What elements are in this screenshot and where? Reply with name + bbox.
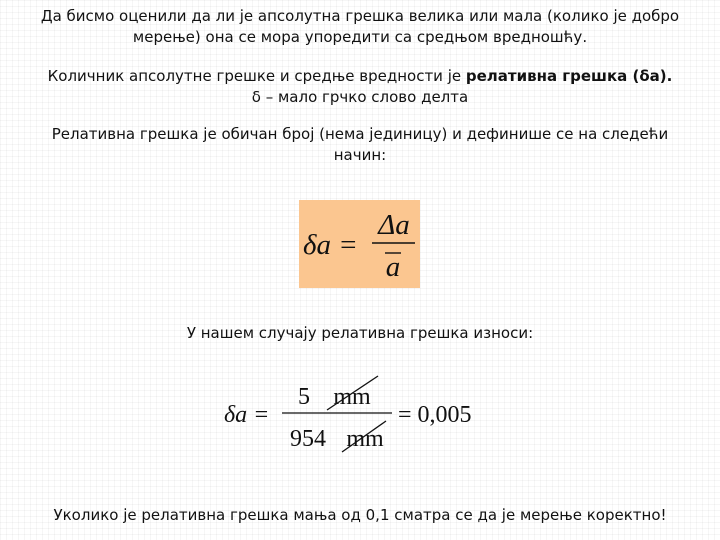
definition-paragraph <box>10 66 710 108</box>
example-lhs: δa = <box>224 402 270 428</box>
example-calculation <box>220 374 500 456</box>
relative-error-term: релативна грешка (δa). <box>465 67 673 85</box>
dimensionless-line-2: начин: <box>333 146 387 164</box>
our-case-paragraph: У нашем случају релативна грешка износи: <box>186 324 534 342</box>
numerator-unit: mm <box>333 384 371 410</box>
dimensionless-paragraph <box>10 124 710 166</box>
conclusion-paragraph: Уколико је релативна грешка мања од 0,1 сматра се да је мерење коректно! <box>53 506 667 524</box>
intro-line-2: мерење) она се мора упоредити са средњом вредношћу. <box>132 28 588 46</box>
relative-error-formula <box>299 200 420 288</box>
formula-denominator: a <box>385 251 401 283</box>
delta-note: δ – мало грчко слово делта <box>251 88 469 106</box>
denominator-value: 954 <box>290 426 326 452</box>
intro-paragraph <box>10 6 710 48</box>
dimensionless-line-1: Релативна грешка је обичан број (нема јединицу) и дефинише се на следећи <box>51 125 669 143</box>
intro-line-1: Да бисмо оценили да ли је апсолутна грешка велика или мала (колико је добро <box>40 7 680 25</box>
formula-numerator: Δa <box>378 209 410 241</box>
numerator-value: 5 <box>298 384 310 410</box>
formula-lhs: δa = <box>303 229 358 261</box>
example-result: = 0,005 <box>398 402 472 428</box>
definition-text: Количник апсолутне грешке и средње вредности је <box>47 67 466 85</box>
denominator-unit: mm <box>346 426 384 452</box>
